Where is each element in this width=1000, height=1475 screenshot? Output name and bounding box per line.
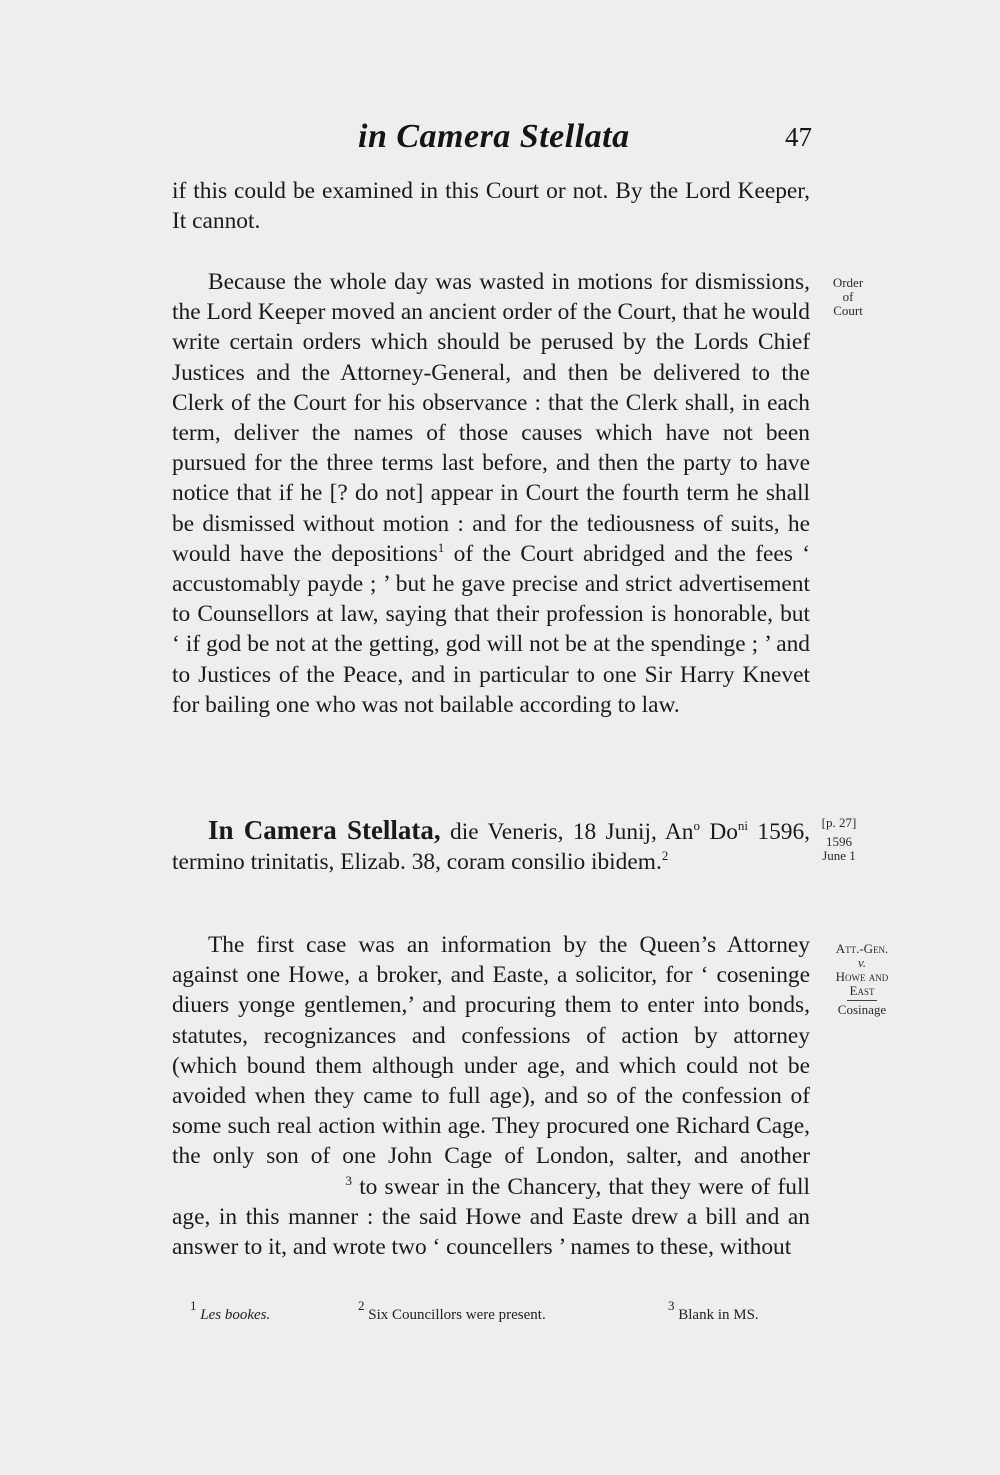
heading-sup-o: o [693,818,700,833]
margin-east: East [849,983,875,998]
blank-gap [172,1172,352,1202]
footnote-ref-3: 3 [345,1172,352,1188]
paragraph-2 [172,267,810,720]
paragraph-3-part-2: to swear in the Chancery, that they were of full age, in this manner : the said Howe and Easte drew a bill and an answer to it, and wrote two ‘ councellers ’ names to these, without [172,1173,810,1261]
paragraph-2-text [172,267,810,720]
footnote-1 [190,1298,271,1324]
footnote-ref-1: 1 [437,539,445,555]
margin-howe-and: Howe and [835,969,889,984]
heading-blackletter: In Camera Stellata, [208,815,441,845]
margin-court: Court [833,303,863,318]
paragraph-2-part-2: of the Court abridged and the fees ‘ accustomably payde ; ’ but he gave precise and strict advertisement to Counsellors at law, saying that their profession is honorable, but ‘ if god be not at the getting, god will not be at the spendinge ; ’ and to Justices of the Peace, and in particular to one Sir Harry Knevet for bailing one who was not bailable according to law. [172,540,810,718]
paragraph-3-text [172,930,810,1262]
session-heading [172,815,810,877]
heading-part-3: 1596, termino trinitatis, Elizab. 38, coram consilio ibidem. [172,819,811,876]
running-title: in Camera Stellata [358,118,630,155]
margin-note-order-of-court [826,276,870,318]
page-number: 47 [785,122,812,152]
footnote-2-mark: 2 [358,1298,365,1313]
margin-v: v. [857,955,867,970]
margin-date: June 1 [822,848,856,863]
paragraph-3 [172,930,810,1262]
margin-year: 1596 [826,834,852,849]
footnote-1-text: Les bookes. [200,1307,271,1323]
footnote-3 [668,1298,759,1324]
session-heading-text [172,815,810,877]
footnote-3-mark: 3 [668,1298,675,1313]
margin-note-case [826,942,898,1017]
heading-sup-ni: ni [737,818,749,833]
footnote-3-text: Blank in MS. [678,1307,759,1323]
footnote-2 [358,1298,546,1324]
heading-part-1: die Veneris, 18 Junij, An [440,819,694,845]
footnote-2-text: Six Councillors were present. [368,1307,546,1323]
paragraph-3-part-1: The first case was an information by the Queen’s Attorney against one Howe, a broker, and Easte, a solicitor, for ‘ coseninge diuers yonge gentlemen,’ and procuring them to enter into bonds, statutes, recognizances and confessions of action by attorney (which bound them although under age, and which could not be avoided when they came to full age), and so of the confession of some such real action within age. They procured one Richard Cage, the only son of one John Cage of London, salter, and another [172,932,810,1170]
margin-page-ref: [p. 27] [821,815,857,830]
paragraph-1 [172,176,810,236]
margin-att-gen: Att.-Gen. [835,941,889,956]
margin-order-of: Order of [832,275,864,304]
paragraph-2-part-1: Because the whole day was wasted in motions for dismissions, the Lord Keeper moved an ancient order of the Court, that he would write certain orders which should be perused by the Lords Chief Justices and the Attorney-General, and then be delivered to the Clerk of the Court for his observance : that the Clerk shall, in each term, deliver the names of those causes which have not been pursued for the three terms last before, and then the party to have notice that if he [? do not] appear in Court the fourth term he shall be dismissed without motion : and for the tediousness of suits, he would have the depositions [172,269,810,567]
margin-cosinage: Cosinage [837,1002,887,1017]
paragraph-1-text: if this could be examined in this Court or not. By the Lord Keeper, It cannot. [172,178,810,235]
margin-note-date [814,816,864,863]
margin-rule [847,1000,877,1001]
footnote-ref-2: 2 [661,848,669,864]
heading-part-2: Do [700,819,738,845]
footnote-1-mark: 1 [190,1298,197,1313]
